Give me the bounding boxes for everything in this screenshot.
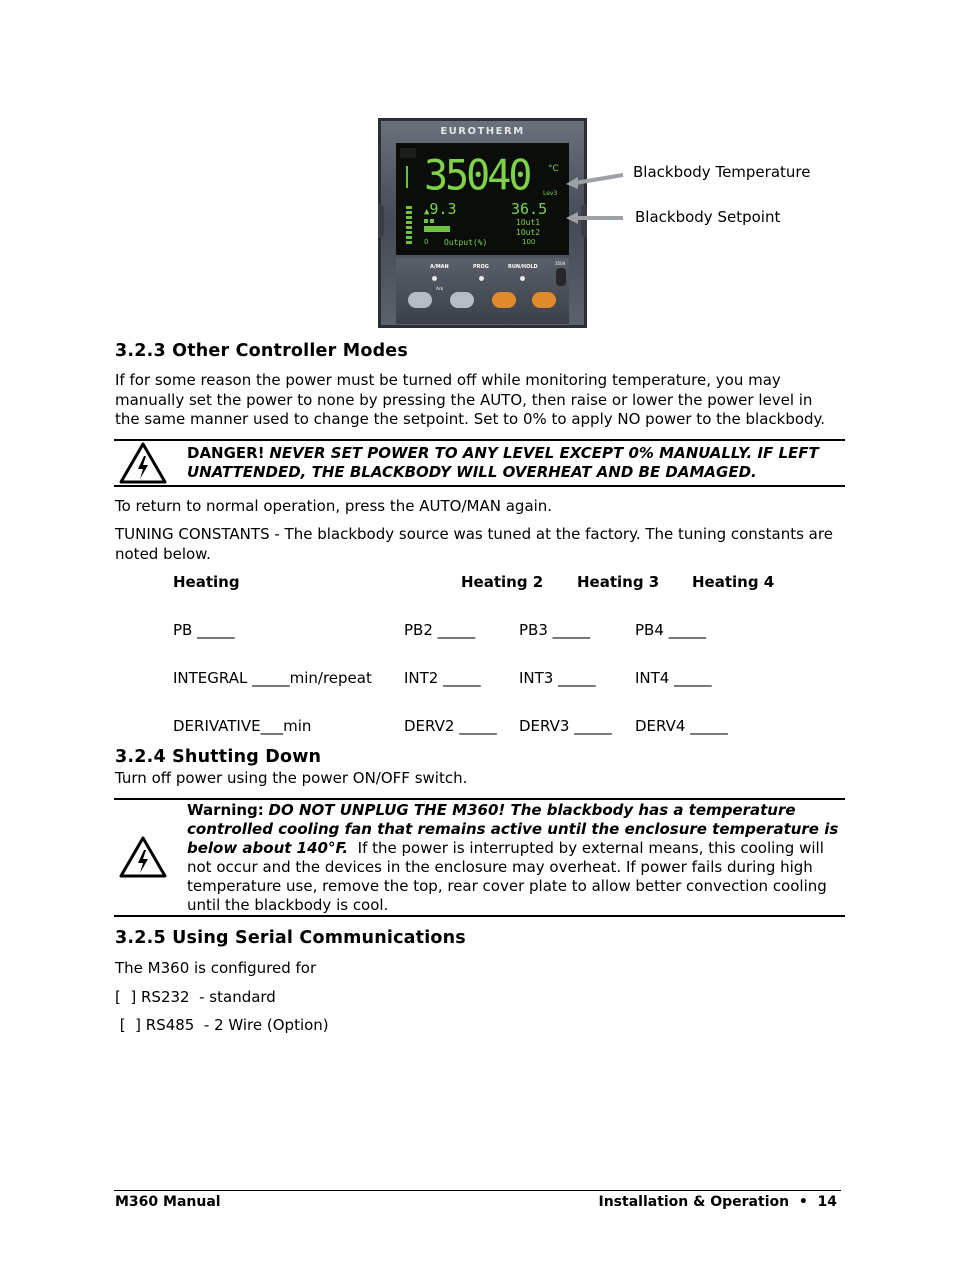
warning-top-rule: [114, 798, 845, 800]
section-heading-3-2-5: 3.2.5 Using Serial Communications: [115, 928, 466, 948]
up-button: [532, 292, 556, 308]
footer-section-page: Installation & Operation • 14: [598, 1194, 837, 1210]
out1-label: 1Out1: [516, 218, 541, 227]
option-rs485: [ ] RS485 - 2 Wire (Option): [115, 1016, 329, 1034]
sp-left-value: 9.3: [429, 200, 457, 218]
warning-text: controlled cooling fan that remains active until the enclosure temperature is: [187, 820, 839, 838]
unit-label: °C: [548, 164, 559, 174]
table-header-heating: Heating: [173, 573, 240, 591]
paragraph-line: If for some reason the power must be turned off while monitoring temperature, you may: [115, 371, 781, 389]
table-header-heating-2: Heating 2: [461, 573, 544, 591]
danger-text-line1: NEVER SET POWER TO ANY LEVEL EXCEPT 0% MANUALLY. IF LEFT: [269, 444, 819, 462]
callout-arrows: [560, 168, 630, 228]
table-cell: INT4 _____: [635, 669, 712, 687]
warning-text: until the blackbody is cool.: [187, 896, 389, 914]
setpoint-left-display: [424, 200, 457, 218]
table-cell: DERIVATIVE___min: [173, 717, 312, 735]
danger-bottom-rule: [114, 485, 845, 487]
controller-photo: [378, 118, 587, 328]
warning-text: below about 140°F.: [187, 839, 349, 857]
danger-label: DANGER!: [187, 444, 265, 462]
paragraph-line: noted below.: [115, 544, 211, 563]
footer-manual-title: M360 Manual: [115, 1194, 221, 1210]
runhold-button-key: [556, 268, 566, 286]
runhold-led: [520, 276, 525, 281]
model-label: 3504: [555, 261, 566, 266]
table-cell: INTEGRAL _____min/repeat: [173, 669, 372, 687]
level-label: Lev3: [543, 190, 558, 197]
table-cell: DERV3 _____: [519, 717, 612, 735]
table-header-heating-4: Heating 4: [692, 573, 775, 591]
table-header-heating-3: Heating 3: [577, 573, 660, 591]
danger-message: [187, 444, 819, 482]
return-normal-text: To return to normal operation, press the AUTO/MAN again.: [115, 497, 553, 515]
brand-label: EUROTHERM: [440, 126, 525, 137]
paragraph-line: manually set the power to none by pressing the AUTO, then raise or lower the power level in: [115, 390, 813, 409]
table-cell: INT3 _____: [519, 669, 596, 687]
high-voltage-warning-icon: [119, 836, 167, 878]
paragraph-line: the same manner used to change the setpoint. Set to 0% to apply NO power to the blackbody.: [115, 410, 826, 428]
bar-min-label: 0: [424, 238, 429, 246]
paragraph-line: TUNING CONSTANTS - The blackbody source was tuned at the factory. The tuning constants are: [115, 525, 833, 543]
danger-top-rule: [114, 439, 845, 441]
danger-text-line2: UNATTENDED, THE BLACKBODY WILL OVERHEAT AND BE DAMAGED.: [187, 463, 757, 481]
output-label: Output(%): [444, 238, 488, 247]
footer-rule: [114, 1190, 841, 1191]
setpoint-display: 36.5: [511, 200, 548, 218]
bar-max-label: 100: [522, 238, 536, 246]
runhold-label: RUN/HOLD: [508, 264, 538, 270]
warning-label: Warning:: [187, 801, 264, 819]
table-cell: INT2 _____: [404, 669, 481, 687]
warning-text: DO NOT UNPLUG THE M360! The blackbody has a temperature: [268, 801, 796, 819]
warning-bottom-rule: [114, 915, 845, 917]
page-button: [408, 292, 432, 308]
section-heading-3-2-4: 3.2.4 Shutting Down: [115, 747, 322, 767]
table-cell: PB2 _____: [404, 621, 476, 639]
serial-intro: The M360 is configured for: [115, 959, 317, 977]
ack-label: Ack: [436, 286, 444, 291]
prog-led: [479, 276, 484, 281]
callout-blackbody-setpoint: Blackbody Setpoint: [635, 208, 781, 226]
high-voltage-warning-icon: [119, 442, 167, 484]
table-cell: DERV4 _____: [635, 717, 728, 735]
option-rs232: [ ] RS232 - standard: [115, 988, 276, 1006]
aman-label: A/MAN: [430, 264, 449, 270]
warning-message: [187, 801, 838, 915]
table-cell: DERV2 _____: [404, 717, 497, 735]
warning-text: If the power is interrupted by external means, this cooling will: [348, 839, 824, 857]
warning-text: temperature use, remove the top, rear cover plate to allow better convection cooling: [187, 877, 827, 895]
table-cell: PB3 _____: [519, 621, 591, 639]
process-value-display: 35040: [424, 151, 530, 201]
table-cell: PB _____: [173, 621, 235, 639]
tuning-constants-paragraph: [115, 525, 833, 564]
table-cell: PB4 _____: [635, 621, 707, 639]
callout-blackbody-temperature: Blackbody Temperature: [633, 163, 811, 181]
other-modes-paragraph: [115, 371, 825, 430]
updown-icon: ▲: [424, 207, 430, 217]
scroll-button: [450, 292, 474, 308]
warning-text: not occur and the devices in the enclosure may overheat. If power fails during high: [187, 858, 813, 876]
prog-label: PROG: [473, 264, 489, 270]
aman-led: [432, 276, 437, 281]
out2-label: 1Out2: [516, 228, 541, 237]
down-button: [492, 292, 516, 308]
shutdown-text: Turn off power using the power ON/OFF switch.: [115, 769, 468, 787]
section-heading-3-2-3: 3.2.3 Other Controller Modes: [115, 341, 408, 361]
